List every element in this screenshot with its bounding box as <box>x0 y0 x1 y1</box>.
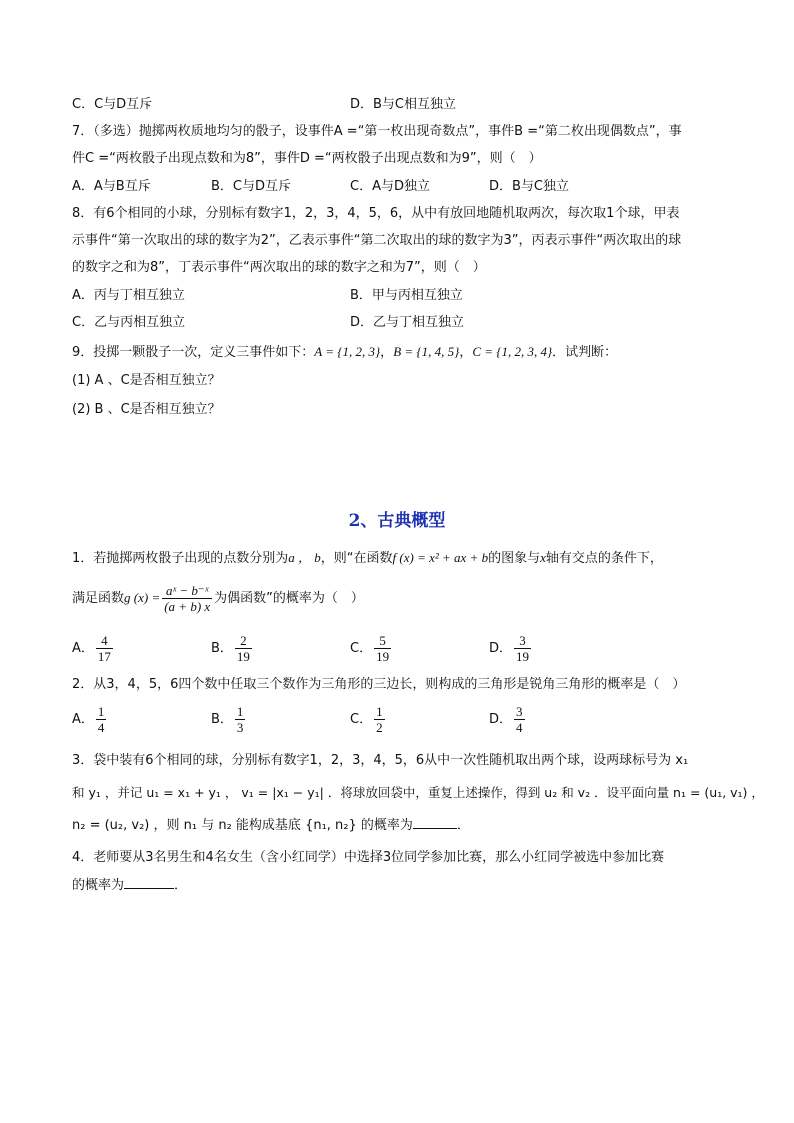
fraction <box>374 633 391 664</box>
s2q1-option-c <box>350 633 393 665</box>
fraction <box>514 704 525 735</box>
q7-option-d: D．B与C独立 <box>489 179 570 194</box>
q8-line3: 的数字之和为8”，丁表示事件“两次取出的球的数字之和为7”，则（ ） <box>72 260 486 275</box>
denominator: 4 <box>516 720 523 735</box>
q7-line1: 7．（多选）抛掷两枚质地均匀的骰子，设事件A =“第一枚出现奇数点”，事件B =“第二枚出现偶数点”，事 <box>72 124 682 139</box>
s2q3-line2: 和 y₁ ，并记 u₁ = x₁ + y₁ ， v₁ = |x₁ − y₁| ．将球放回袋中，重复上述操作，得到 u₂ 和 v₂ ．设平面向量 n₁ = (u₁, v₁) ， <box>72 785 764 800</box>
fraction <box>514 633 531 664</box>
numerator: 2 <box>235 633 252 649</box>
q9-set-b: B = {1, 4, 5} <box>393 344 460 359</box>
option-label: A． <box>72 641 94 656</box>
option-label: C． <box>350 712 373 727</box>
s2q3-line3-end: ． <box>456 818 470 833</box>
denominator: 2 <box>376 720 383 735</box>
s2q3-line3-text: n₂ = (u₂, v₂) ，则 n₁ 与 n₂ 能构成基底 {n₁, n₂} 的概率为 <box>72 818 413 833</box>
denominator: 4 <box>97 720 105 735</box>
q8-line2: 示事件“第一次取出的球的数字为2”，乙表示事件“第二次取出的球的数字为3”，丙表示事件“两次取出的球 <box>72 233 682 248</box>
s2q4-line1: 4．老师要从3名男生和4名女生（含小红同学）中选择3位同学参加比赛，那么小红同学被选中参加比赛 <box>72 850 665 865</box>
denominator: 3 <box>236 720 244 735</box>
numerator: 3 <box>516 704 523 719</box>
option-label: D． <box>489 712 513 727</box>
q7-option-a: A．A与B互斥 <box>72 179 151 194</box>
answer-blank[interactable] <box>124 876 174 889</box>
q8-line1: 8．有6个相同的小球，分别标有数字1，2，3，4，5，6，从中有放回地随机取两次，每次取1个球，甲表 <box>72 206 680 221</box>
s2q1-ab: a ， b <box>288 550 321 565</box>
s2q1-text-b: ，则“在函数 <box>320 551 393 566</box>
q8-option-a: A．丙与丁相互独立 <box>72 288 185 303</box>
s2q4-line2-text: 的概率为 <box>72 878 125 893</box>
q8-option-d: D．乙与丁相互独立 <box>350 315 465 330</box>
q9-set-c: C = {1, 2, 3, 4} <box>472 344 553 359</box>
denominator: 19 <box>236 649 250 664</box>
s2q1-option-d <box>489 633 533 665</box>
s2q1-text-f: 为偶函数”的概率为（ ） <box>214 591 364 606</box>
s2q1-text-e: 满足函数 <box>72 591 125 606</box>
s2q1-func: f (x) = x² + ax + b <box>392 550 489 565</box>
s2q1-xvar: x <box>540 550 546 565</box>
option-d: D．B与C相互独立 <box>350 97 457 112</box>
s2q1-text-d: 轴有交点的条件下， <box>545 551 663 566</box>
s2q1-text-c: 的图象与 <box>488 551 541 566</box>
option-label: D． <box>489 641 513 656</box>
fraction <box>235 704 246 735</box>
numerator: 1 <box>376 704 383 719</box>
option-label: C． <box>350 641 373 656</box>
option-label: B． <box>211 641 233 656</box>
q9-sub1: (1) A 、C是否相互独立？ <box>72 373 221 388</box>
s2q2-option-a <box>72 704 108 736</box>
q8-option-b: B．甲与丙相互独立 <box>350 288 463 303</box>
s2q4-line2-end: ． <box>174 878 188 893</box>
answer-blank[interactable] <box>413 816 457 829</box>
fraction <box>235 633 252 664</box>
s2q2-line1: 2．从3，4，5，6四个数中任取三个数作为三角形的三边长，则构成的三角形是锐角三角形的概率是（ ） <box>72 677 686 692</box>
s2q2-option-b <box>211 704 247 736</box>
s2q3-line1: 3．袋中装有6个相同的球，分别标有数字1，2，3，4，5，6从中一次性随机取出两个球，设两球标号为 x₁ <box>72 753 689 768</box>
s2q1-line2 <box>72 582 364 615</box>
option-label: A． <box>72 712 94 727</box>
q9-suffix: ．试判断： <box>552 345 618 360</box>
option-label: B． <box>211 712 233 727</box>
s2q1-line1 <box>72 548 663 569</box>
q7-option-c: C．A与D独立 <box>350 179 430 194</box>
denominator: 19 <box>516 649 530 664</box>
s2q1-g-denominator: (a + b) x <box>164 599 211 614</box>
s2q2-option-c <box>350 704 387 736</box>
numerator: 1 <box>236 704 244 719</box>
option-c: C．C与D互斥 <box>72 97 153 112</box>
numerator: 4 <box>96 633 113 649</box>
q7-option-b: B．C与D互斥 <box>211 179 292 194</box>
s2q3-line3 <box>72 816 470 836</box>
numerator: 1 <box>97 704 105 719</box>
s2q1-g-numerator: aˣ − b⁻ˣ <box>162 583 212 599</box>
numerator: 5 <box>374 633 391 649</box>
q9-line1: 9．投掷一颗骰子一次，定义三事件如下：A = {1, 2, 3}，B = {1, 4, 5}，C = {1, 2, 3, 4}．试判断： <box>72 344 618 360</box>
s2q1-g: g (x) = <box>124 590 161 605</box>
s2q2-option-d <box>489 704 527 736</box>
denominator: 17 <box>97 649 111 664</box>
denominator: 19 <box>376 649 390 664</box>
q7-line2: 件C =“两枚骰子出现点数和为8”，事件D =“两枚骰子出现点数和为9”，则（ ） <box>72 151 542 166</box>
numerator: 3 <box>514 633 531 649</box>
s2q1-g-fraction <box>162 583 212 614</box>
section-title: 2、古典概型 <box>348 511 446 531</box>
fraction <box>96 633 113 664</box>
q8-option-c: C．乙与丙相互独立 <box>72 315 186 330</box>
s2q1-option-a <box>72 633 115 665</box>
s2q1-text-a: 1．若抛掷两枚骰子出现的点数分别为 <box>72 551 289 566</box>
q9-set-a: A = {1, 2, 3} <box>314 344 381 359</box>
q9-sub2: (2) B 、C是否相互独立？ <box>72 402 221 417</box>
s2q4-line2 <box>72 876 187 896</box>
q9-prefix: 9．投掷一颗骰子一次，定义三事件如下： <box>72 345 315 360</box>
s2q1-option-b <box>211 633 254 665</box>
fraction <box>96 704 107 735</box>
fraction <box>374 704 385 735</box>
